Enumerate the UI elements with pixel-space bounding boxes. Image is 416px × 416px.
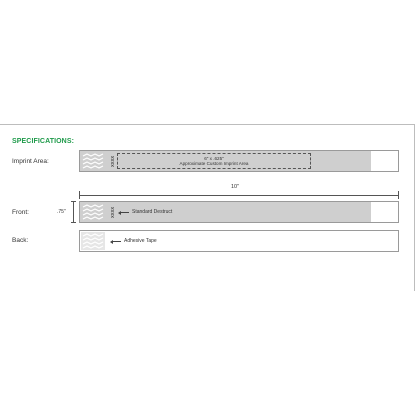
destruct-cuts-icon <box>81 152 105 170</box>
specifications-heading: SPECIFICATIONS: <box>12 138 75 145</box>
imprint-area-label: Imprint Area: <box>12 158 49 165</box>
length-dimension-line <box>79 195 399 196</box>
callout-arrow <box>112 241 121 242</box>
front-band <box>79 201 399 223</box>
back-band <box>79 230 399 252</box>
band-tab <box>371 202 398 222</box>
band-tab <box>371 151 398 171</box>
serial-code: XXXX <box>110 155 115 167</box>
imprint-caption: Approximate Custom Imprint Area <box>179 161 249 166</box>
back-label: Back: <box>12 237 29 244</box>
length-tick-right <box>398 191 399 199</box>
adhesive-tape-label: Adhesive Tape <box>124 238 157 244</box>
height-dimension-label: .75" <box>57 209 66 215</box>
callout-arrow <box>120 212 129 213</box>
length-dimension-label: 10" <box>231 184 240 190</box>
height-tick-bottom <box>71 222 76 223</box>
standard-destruct-label: Standard Destruct <box>132 209 173 215</box>
imprint-size: 6" x .625" <box>204 156 224 161</box>
adhesive-pattern-icon <box>81 232 105 250</box>
height-dimension-line <box>73 201 74 223</box>
front-label: Front: <box>12 209 29 216</box>
serial-code: XXXX <box>110 206 115 218</box>
imprint-area-box <box>117 153 311 169</box>
imprint-area-band <box>79 150 399 172</box>
destruct-cuts-icon <box>81 203 105 221</box>
